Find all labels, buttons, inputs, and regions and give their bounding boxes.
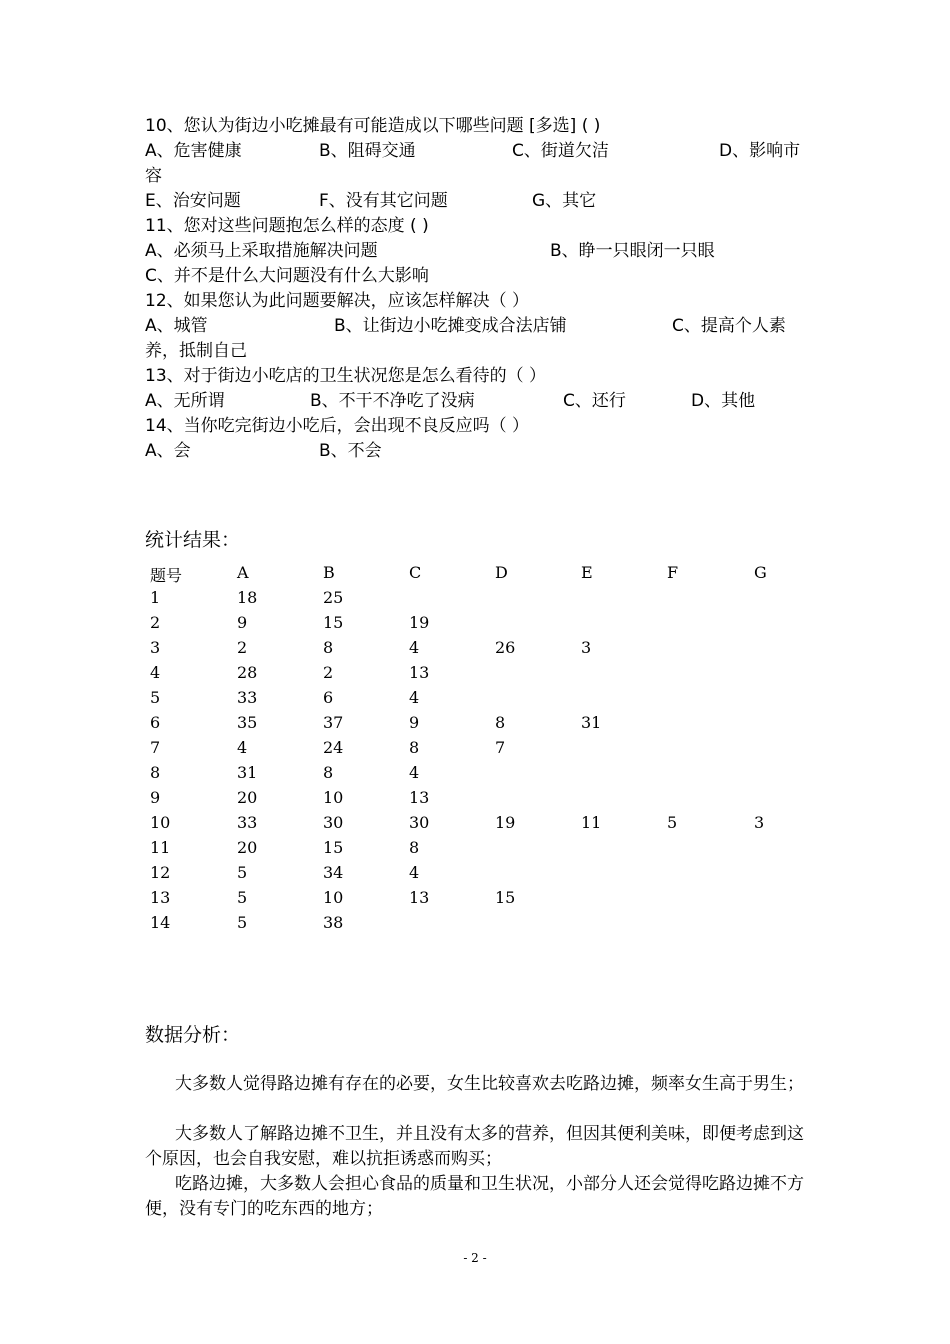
table-cell-qnum: 1 <box>150 588 161 607</box>
table-cell-a: 20 <box>237 788 258 807</box>
option-text: F、没有其它问题 <box>319 191 448 211</box>
question-13-options-row-1 <box>0 391 950 416</box>
option-text: B、阻碍交通 <box>319 141 416 161</box>
table-cell-e: 31 <box>581 713 602 732</box>
table-cell-qnum: 12 <box>150 863 171 882</box>
table-row <box>150 913 850 938</box>
option-text: D、其他 <box>691 391 756 411</box>
question-10-options-row-1 <box>0 141 950 166</box>
table-cell-a: 33 <box>237 688 258 707</box>
table-cell-a: 5 <box>237 888 248 907</box>
table-row <box>150 663 850 688</box>
table-cell-qnum: 13 <box>150 888 171 907</box>
header-cell-e: E <box>581 563 593 582</box>
table-cell-qnum: 10 <box>150 813 171 832</box>
table-cell-a: 4 <box>237 738 248 757</box>
option-text: B、不会 <box>319 441 382 461</box>
table-cell-a: 5 <box>237 913 248 932</box>
option-text: A、无所谓 <box>145 391 225 411</box>
table-cell-a: 20 <box>237 838 258 857</box>
option-text: C、提高个人素 <box>672 316 786 336</box>
table-cell-c: 8 <box>409 738 420 757</box>
table-cell-c: 13 <box>409 888 430 907</box>
table-cell-b: 37 <box>323 713 344 732</box>
table-row <box>150 613 850 638</box>
header-cell-d: D <box>495 563 508 582</box>
table-cell-qnum: 6 <box>150 713 161 732</box>
table-cell-qnum: 3 <box>150 638 161 657</box>
option-text: A、危害健康 <box>145 141 242 161</box>
table-cell-b: 6 <box>323 688 334 707</box>
table-cell-c: 8 <box>409 838 420 857</box>
table-cell-g: 3 <box>754 813 765 832</box>
table-cell-b: 25 <box>323 588 344 607</box>
table-cell-c: 4 <box>409 863 420 882</box>
table-cell-qnum: 11 <box>150 838 171 857</box>
table-cell-c: 4 <box>409 763 420 782</box>
table-cell-b: 10 <box>323 788 344 807</box>
analysis-paragraph-2: 大多数人了解路边摊不卫生，并且没有太多的营养，但因其便利美味，即便考虑到这个原因，也会自我安慰，难以抗拒诱惑而购买； <box>145 1124 804 1169</box>
table-cell-a: 28 <box>237 663 258 682</box>
table-cell-a: 18 <box>237 588 258 607</box>
table-cell-b: 30 <box>323 813 344 832</box>
question-11: 11、您对这些问题抱怎么样的态度 ( ) <box>145 216 429 236</box>
table-cell-d: 8 <box>495 713 506 732</box>
question-10: 10、您认为街边小吃摊最有可能造成以下哪些问题 [多选] ( ) <box>145 116 601 136</box>
table-row <box>150 863 850 888</box>
header-cell-b: B <box>323 563 335 582</box>
question-13: 13、对于街边小吃店的卫生状况您是怎么看待的（ ） <box>145 366 547 386</box>
table-cell-a: 31 <box>237 763 258 782</box>
table-cell-b: 34 <box>323 863 344 882</box>
table-cell-a: 35 <box>237 713 258 732</box>
page-number: - 2 - <box>463 1251 487 1265</box>
table-cell-f: 5 <box>667 813 678 832</box>
table-cell-qnum: 2 <box>150 613 161 632</box>
table-cell-e: 3 <box>581 638 592 657</box>
table-cell-c: 13 <box>409 663 430 682</box>
option-text: E、治安问题 <box>145 191 241 211</box>
header-cell-g: G <box>754 563 767 582</box>
table-row <box>150 838 850 863</box>
table-cell-e: 11 <box>581 813 602 832</box>
table-cell-b: 24 <box>323 738 344 757</box>
table-cell-b: 15 <box>323 613 344 632</box>
stats-header-row <box>150 563 850 588</box>
header-cell-f: F <box>667 563 679 582</box>
table-row <box>150 888 850 913</box>
question-12: 12、如果您认为此问题要解决，应该怎样解决（ ） <box>145 291 530 311</box>
option-text: C、还行 <box>563 391 626 411</box>
table-cell-c: 30 <box>409 813 430 832</box>
table-cell-c: 13 <box>409 788 430 807</box>
table-cell-b: 38 <box>323 913 344 932</box>
table-cell-b: 8 <box>323 638 334 657</box>
question-14: 14、当你吃完街边小吃后，会出现不良反应吗（ ） <box>145 416 530 436</box>
question-14-options-row-1 <box>0 441 950 466</box>
option-text: A、城管 <box>145 316 208 336</box>
option-text-wrap: 养，抵制自己 <box>145 341 247 361</box>
table-row <box>150 713 850 738</box>
table-cell-b: 10 <box>323 888 344 907</box>
analysis-paragraph-1: 大多数人觉得路边摊有存在的必要，女生比较喜欢去吃路边摊，频率女生高于男生； <box>175 1074 804 1094</box>
option-text: B、让街边小吃摊变成合法店铺 <box>334 316 567 336</box>
table-row <box>150 588 850 613</box>
option-text: B、睁一只眼闭一只眼 <box>550 241 715 261</box>
table-cell-a: 5 <box>237 863 248 882</box>
option-text: B、不干不净吃了没病 <box>310 391 475 411</box>
table-cell-a: 9 <box>237 613 248 632</box>
header-cell-a: A <box>237 563 249 582</box>
header-cell-c: C <box>409 563 422 582</box>
table-cell-c: 4 <box>409 688 420 707</box>
table-cell-qnum: 5 <box>150 688 161 707</box>
table-cell-c: 9 <box>409 713 420 732</box>
table-cell-c: 4 <box>409 638 420 657</box>
table-cell-a: 33 <box>237 813 258 832</box>
analysis-paragraph-3: 吃路边摊，大多数人会担心食品的质量和卫生状况，小部分人还会觉得吃路边摊不方便，没有专门的吃东西的地方； <box>145 1174 804 1219</box>
table-row <box>150 813 850 838</box>
table-cell-d: 7 <box>495 738 506 757</box>
option-text: A、会 <box>145 441 191 461</box>
table-row <box>150 788 850 813</box>
table-cell-a: 2 <box>237 638 248 657</box>
table-cell-qnum: 9 <box>150 788 161 807</box>
table-cell-qnum: 14 <box>150 913 171 932</box>
question-11-options-row-1 <box>0 241 950 266</box>
option-text-wrap: 容 <box>145 166 162 186</box>
table-cell-qnum: 8 <box>150 763 161 782</box>
option-text: C、街道欠洁 <box>512 141 609 161</box>
table-row <box>150 638 850 663</box>
table-cell-b: 8 <box>323 763 334 782</box>
table-cell-c: 19 <box>409 613 430 632</box>
table-cell-d: 19 <box>495 813 516 832</box>
table-row <box>150 763 850 788</box>
option-text: C、并不是什么大问题没有什么大影响 <box>145 266 429 286</box>
question-12-options-row-1 <box>0 316 950 341</box>
table-row <box>150 738 850 763</box>
table-cell-b: 15 <box>323 838 344 857</box>
header-cell-qnum: 题号 <box>150 566 183 585</box>
question-10-options-row-2 <box>0 191 950 216</box>
table-cell-d: 26 <box>495 638 516 657</box>
table-cell-d: 15 <box>495 888 516 907</box>
option-text: A、必须马上采取措施解决问题 <box>145 241 378 261</box>
option-text: D、影响市 <box>719 141 801 161</box>
option-text: G、其它 <box>532 191 597 211</box>
table-cell-b: 2 <box>323 663 334 682</box>
table-cell-qnum: 4 <box>150 663 161 682</box>
table-cell-qnum: 7 <box>150 738 161 757</box>
analysis-title: 数据分析： <box>145 1024 241 1046</box>
stats-title: 统计结果： <box>145 529 241 551</box>
table-row <box>150 688 850 713</box>
